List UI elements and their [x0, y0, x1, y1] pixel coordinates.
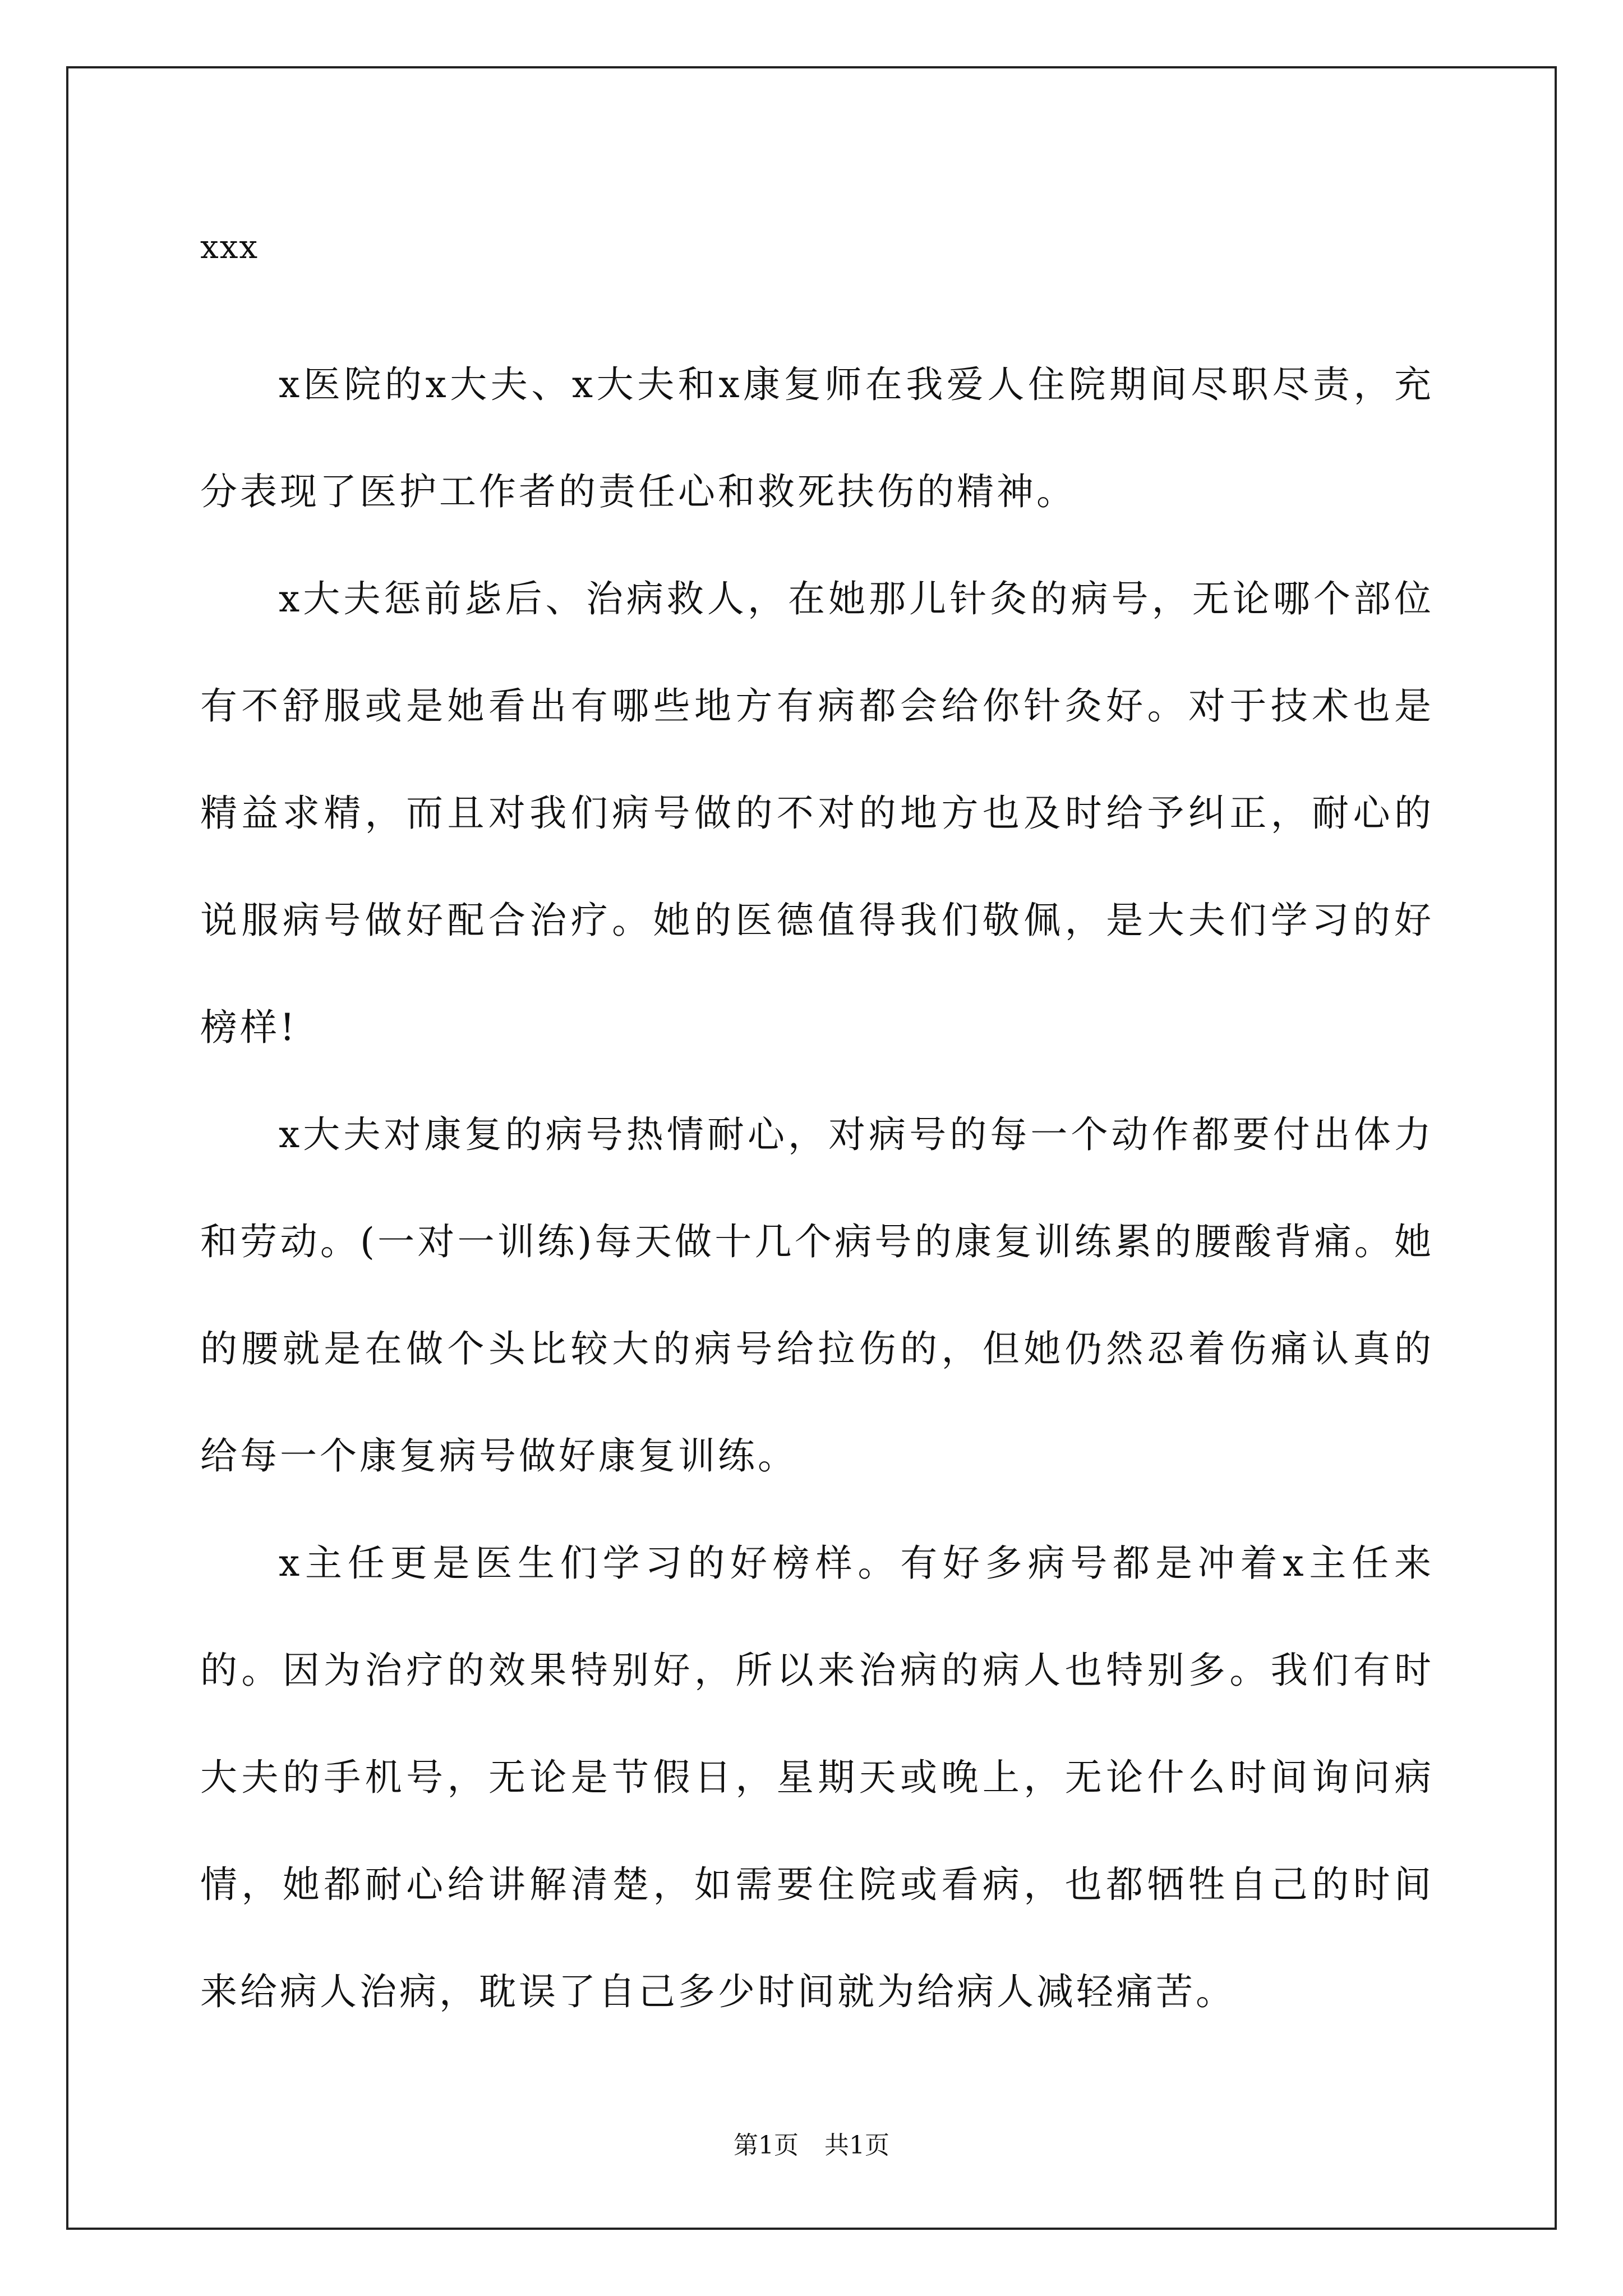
page-total: 共1页: [824, 2131, 889, 2160]
page-footer: [0, 2129, 1623, 2162]
paragraph-1: x医院的x大夫、x大夫和x康复师在我爱人住院期间尽职尽责，充分表现了医护工作者的责任心和救死扶伤的精神。: [200, 363, 1434, 513]
paragraph-2: x大夫惩前毖后、治病救人，在她那儿针灸的病号，无论哪个部位有不舒服或是她看出有哪些地方有病都会给你针灸好。对于技术也是精益求精，而且对我们病号做的不对的地方也及时给予纠正，耐心的说服病号做好配合治疗。她的医德值得我们敬佩，是大夫们学习的好榜样!: [200, 577, 1434, 1049]
salutation: xxx: [200, 228, 259, 266]
paragraph-4: x主任更是医生们学习的好榜样。有好多病号都是冲着x主任来的。因为治疗的效果特别好，所以来治病的病人也特别多。我们有时大夫的手机号，无论是节假日，星期天或晚上，无论什么时间询问病情，她都耐心给讲解清楚，如需要住院或看病，也都牺牲自己的时间来给病人治病，耽误了自己多少时间就为给病人减轻痛苦。: [200, 1542, 1434, 2013]
paragraph-3: x大夫对康复的病号热情耐心，对病号的每一个动作都要付出体力和劳动。(一对一训练)每天做十几个病号的康复训练累的腰酸背痛。她的腰就是在做个头比较大的病号给拉伤的，但她仍然忍着伤痛认真的给每一个康复病号做好康复训练。: [200, 1113, 1434, 1478]
document-body: [200, 224, 1434, 2045]
page-number: 第1页: [734, 2131, 799, 2160]
